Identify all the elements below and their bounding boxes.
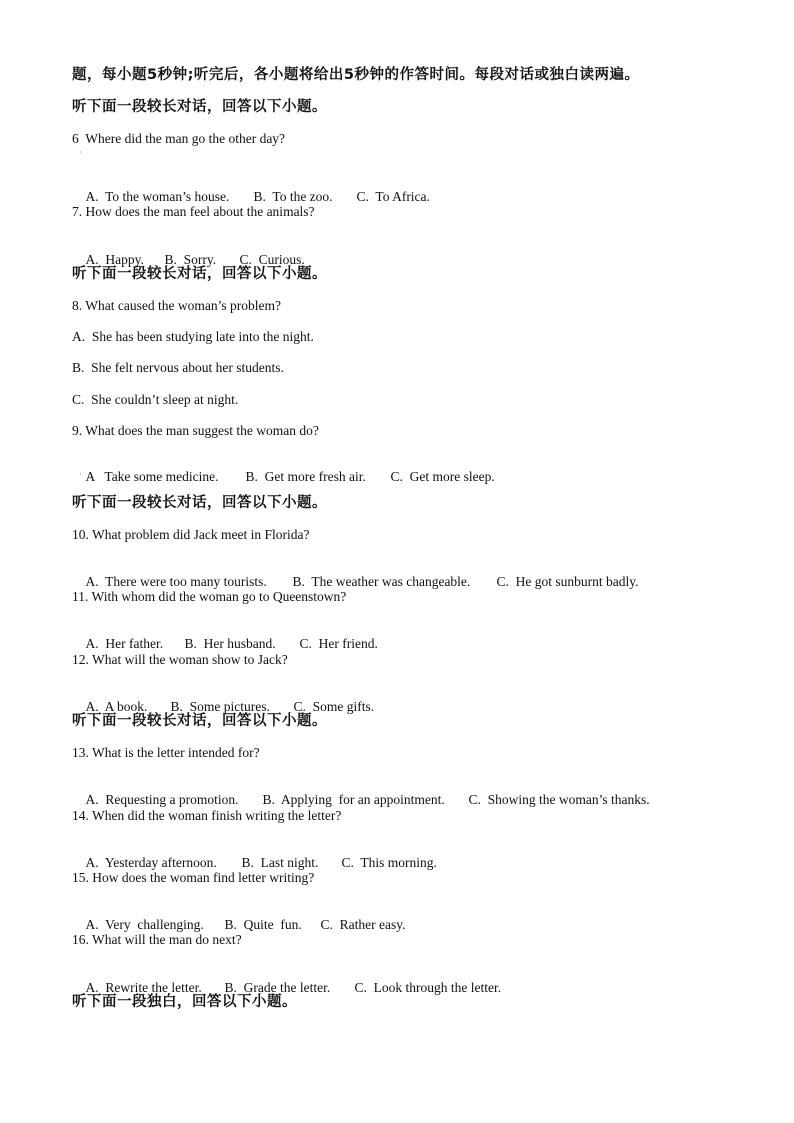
question-11: 11. With whom did the woman go to Queenstown?	[72, 589, 347, 604]
option-15c: C. Rather easy.	[320, 917, 406, 932]
question-15: 15. How does the woman find letter writing?	[72, 870, 315, 885]
option-16a: A. Rewrite the letter.	[85, 980, 202, 995]
option-7c: C. Curious.	[239, 252, 305, 267]
option-16c: C. Look through the letter.	[354, 980, 502, 995]
option-13c: C. Showing the woman’s thanks.	[468, 792, 650, 807]
option-13a: A. Requesting a promotion.	[85, 792, 239, 807]
section-heading-2: 听下面一段较长对话，回答以下小题。	[72, 266, 327, 282]
option-9b: B. Get more fresh air.	[245, 469, 366, 484]
option-8b: B. She felt nervous about her students.	[72, 360, 284, 375]
question-8: 8. What caused the woman’s problem?	[72, 298, 281, 313]
dot-mark: ·	[79, 470, 82, 479]
option-11a: A. Her father.	[85, 636, 164, 651]
option-9c: C. Get more sleep.	[390, 469, 495, 484]
section-heading-5: 听下面一段独白，回答以下小题。	[72, 994, 297, 1010]
question-10: 10. What problem did Jack meet in Florida?	[72, 527, 310, 542]
option-10b: B. The weather was changeable.	[292, 574, 471, 589]
question-12: 12. What will the woman show to Jack?	[72, 652, 288, 667]
option-6c: C. To Africa.	[356, 189, 430, 204]
option-13b: B. Applying for an appointment.	[262, 792, 445, 807]
option-7b: B. Sorry.	[164, 252, 217, 267]
option-14b: B. Last night.	[241, 855, 319, 870]
option-11b: B. Her husband.	[184, 636, 276, 651]
option-11c: C. Her friend.	[299, 636, 378, 651]
option-14a: A. Yesterday afternoon.	[85, 855, 217, 870]
option-12c: C. Some gifts.	[293, 699, 375, 714]
section-heading-1: 听下面一段较长对话，回答以下小题。	[72, 99, 327, 115]
option-9a: A Take some medicine.	[85, 469, 219, 484]
question-14: 14. When did the woman finish writing the letter?	[72, 808, 342, 823]
options-9	[72, 453, 495, 501]
question-16: 16. What will the man do next?	[72, 932, 242, 947]
option-12b: B. Some pictures.	[170, 699, 270, 714]
intro-instructions: 题，每小题5秒钟;听完后，各小题将给出5秒钟的作答时间。每段对话或独白读两遍。	[72, 67, 640, 83]
option-7a: A. Happy.	[85, 252, 144, 267]
question-13: 13. What is the letter intended for?	[72, 745, 260, 760]
question-7: 7. How does the man feel about the animals?	[72, 204, 315, 219]
option-6b: B. To the zoo.	[253, 189, 333, 204]
option-15a: A. Very challenging.	[85, 917, 204, 932]
option-16b: B. Grade the letter.	[224, 980, 331, 995]
option-14c: C. This morning.	[341, 855, 437, 870]
question-6: 6 Where did the man go the other day?	[72, 131, 286, 146]
option-8a: A. She has been studying late into the night.	[72, 329, 314, 344]
question-9: 9. What does the man suggest the woman do?	[72, 423, 319, 438]
option-8c: C. She couldn’t sleep at night.	[72, 392, 239, 407]
dot-mark: ·	[79, 148, 82, 157]
option-12a: A. A book.	[85, 699, 148, 714]
option-10c: C. He got sunburnt badly.	[496, 574, 639, 589]
option-10a: A. There were too many tourists.	[85, 574, 267, 589]
section-heading-3: 听下面一段较长对话，回答以下小题。	[72, 495, 327, 511]
option-15b: B. Quite fun.	[224, 917, 302, 932]
section-heading-4: 听下面一段较长对话，回答以下小题。	[72, 713, 327, 729]
option-6a: A. To the woman’s house.	[85, 189, 230, 204]
